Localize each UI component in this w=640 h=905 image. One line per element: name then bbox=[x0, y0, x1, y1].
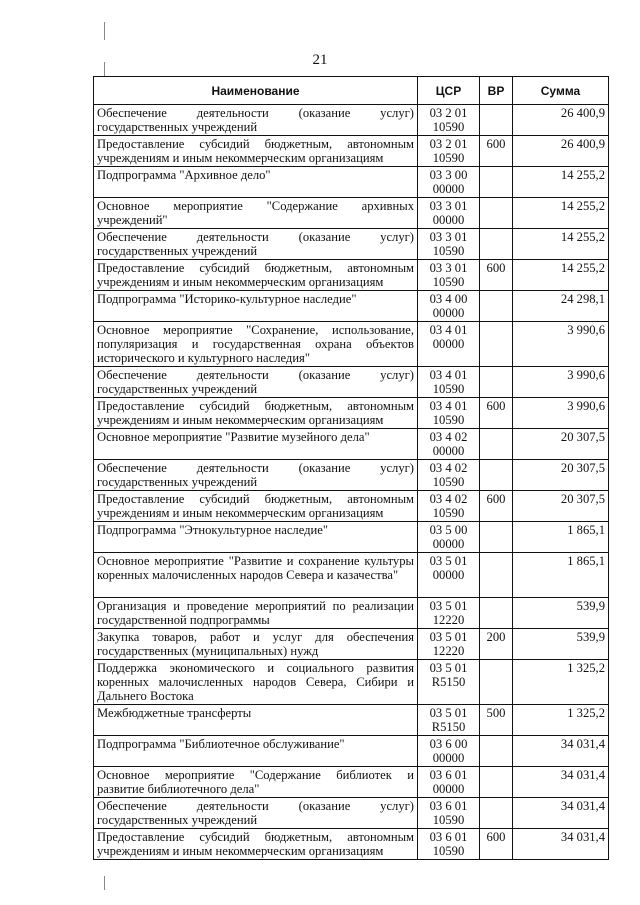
cell-name: Обеспечение деятельности (оказание услуг) государственных учреждений bbox=[94, 798, 418, 829]
cell-csr: 03 5 01 00000 bbox=[418, 553, 480, 598]
header-sum: Сумма bbox=[513, 77, 609, 105]
cell-csr: 03 2 01 10590 bbox=[418, 105, 480, 136]
cell-csr: 03 4 02 10590 bbox=[418, 491, 480, 522]
cell-sum: 24 298,1 bbox=[513, 291, 609, 322]
cell-vr: 600 bbox=[480, 829, 513, 860]
cell-vr bbox=[480, 767, 513, 798]
table-row bbox=[94, 522, 609, 553]
cell-name: Межбюджетные трансферты bbox=[94, 705, 418, 736]
header-vr: ВР bbox=[480, 77, 513, 105]
cell-name: Обеспечение деятельности (оказание услуг) государственных учреждений bbox=[94, 229, 418, 260]
cell-vr bbox=[480, 429, 513, 460]
cell-vr bbox=[480, 798, 513, 829]
cell-name: Поддержка экономического и социального развития коренных малочисленных народов Севера, Сибири и Дальнего Востока bbox=[94, 660, 418, 705]
cell-name: Предоставление субсидий бюджетным, автономным учреждениям и иным некоммерческим организациям bbox=[94, 136, 418, 167]
cell-sum: 3 990,6 bbox=[513, 322, 609, 367]
cell-name: Обеспечение деятельности (оказание услуг) государственных учреждений bbox=[94, 105, 418, 136]
cell-csr: 03 4 01 10590 bbox=[418, 367, 480, 398]
table-row bbox=[94, 367, 609, 398]
table-row bbox=[94, 553, 609, 598]
cell-name: Основное мероприятие "Сохранение, использование, популяризация и государственная охрана объектов исторического и культурного наследия" bbox=[94, 322, 418, 367]
cell-sum: 26 400,9 bbox=[513, 105, 609, 136]
table-row bbox=[94, 798, 609, 829]
cell-csr: 03 2 01 10590 bbox=[418, 136, 480, 167]
cell-sum: 14 255,2 bbox=[513, 260, 609, 291]
cell-vr: 600 bbox=[480, 398, 513, 429]
cell-vr: 500 bbox=[480, 705, 513, 736]
cell-csr: 03 3 00 00000 bbox=[418, 167, 480, 198]
header-name: Наименование bbox=[94, 77, 418, 105]
cell-name: Обеспечение деятельности (оказание услуг) государственных учреждений bbox=[94, 367, 418, 398]
table-row bbox=[94, 136, 609, 167]
cell-vr bbox=[480, 598, 513, 629]
table-row bbox=[94, 105, 609, 136]
cell-sum: 1 865,1 bbox=[513, 553, 609, 598]
table-row bbox=[94, 660, 609, 705]
table-row bbox=[94, 260, 609, 291]
cell-sum: 20 307,5 bbox=[513, 491, 609, 522]
cell-vr: 600 bbox=[480, 491, 513, 522]
header-csr: ЦСР bbox=[418, 77, 480, 105]
table-row bbox=[94, 167, 609, 198]
table-row bbox=[94, 829, 609, 860]
cell-sum: 3 990,6 bbox=[513, 398, 609, 429]
cell-csr: 03 4 00 00000 bbox=[418, 291, 480, 322]
cell-vr bbox=[480, 522, 513, 553]
cell-csr: 03 5 01 12220 bbox=[418, 598, 480, 629]
cell-vr: 600 bbox=[480, 260, 513, 291]
cell-csr: 03 4 01 10590 bbox=[418, 398, 480, 429]
table-row bbox=[94, 736, 609, 767]
cell-vr bbox=[480, 660, 513, 705]
cell-csr: 03 5 01 12220 bbox=[418, 629, 480, 660]
cell-sum: 1 325,2 bbox=[513, 660, 609, 705]
cell-name: Организация и проведение мероприятий по реализации государственной подпрограммы bbox=[94, 598, 418, 629]
cell-name: Основное мероприятие "Содержание архивных учреждений" bbox=[94, 198, 418, 229]
table-row bbox=[94, 629, 609, 660]
cell-sum: 14 255,2 bbox=[513, 229, 609, 260]
table-row bbox=[94, 491, 609, 522]
cell-sum: 20 307,5 bbox=[513, 460, 609, 491]
budget-table bbox=[93, 76, 609, 860]
cell-csr: 03 5 00 00000 bbox=[418, 522, 480, 553]
cell-name: Предоставление субсидий бюджетным, автономным учреждениям и иным некоммерческим организациям bbox=[94, 491, 418, 522]
table-row bbox=[94, 322, 609, 367]
cell-csr: 03 3 01 10590 bbox=[418, 229, 480, 260]
cell-csr: 03 5 01 R5150 bbox=[418, 660, 480, 705]
cell-csr: 03 6 01 00000 bbox=[418, 767, 480, 798]
cell-sum: 34 031,4 bbox=[513, 767, 609, 798]
cell-sum: 539,9 bbox=[513, 598, 609, 629]
table-row bbox=[94, 198, 609, 229]
cell-vr bbox=[480, 198, 513, 229]
cell-name: Основное мероприятие "Развитие музейного дела" bbox=[94, 429, 418, 460]
table-row bbox=[94, 705, 609, 736]
cell-sum: 34 031,4 bbox=[513, 736, 609, 767]
cell-name: Основное мероприятие "Содержание библиотек и развитие библиотечного дела" bbox=[94, 767, 418, 798]
cell-sum: 1 865,1 bbox=[513, 522, 609, 553]
cell-vr bbox=[480, 105, 513, 136]
cell-sum: 26 400,9 bbox=[513, 136, 609, 167]
cell-sum: 3 990,6 bbox=[513, 367, 609, 398]
page-number: 21 bbox=[312, 52, 328, 68]
cell-vr bbox=[480, 553, 513, 598]
cell-name: Предоставление субсидий бюджетным, автономным учреждениям и иным некоммерческим организациям bbox=[94, 398, 418, 429]
table-row bbox=[94, 291, 609, 322]
cell-name: Основное мероприятие "Развитие и сохранение культуры коренных малочисленных народов Севера и казачества" bbox=[94, 553, 418, 598]
table-row bbox=[94, 767, 609, 798]
cell-vr bbox=[480, 229, 513, 260]
cell-sum: 1 325,2 bbox=[513, 705, 609, 736]
cell-csr: 03 3 01 10590 bbox=[418, 260, 480, 291]
cell-csr: 03 6 00 00000 bbox=[418, 736, 480, 767]
cell-name: Подпрограмма "Библиотечное обслуживание" bbox=[94, 736, 418, 767]
cell-name: Закупка товаров, работ и услуг для обеспечения государственных (муниципальных) нужд bbox=[94, 629, 418, 660]
cell-name: Подпрограмма "Историко-культурное наследие" bbox=[94, 291, 418, 322]
cell-vr bbox=[480, 367, 513, 398]
cell-sum: 14 255,2 bbox=[513, 198, 609, 229]
table-row bbox=[94, 229, 609, 260]
cell-vr bbox=[480, 460, 513, 491]
cell-csr: 03 5 01 R5150 bbox=[418, 705, 480, 736]
cell-vr bbox=[480, 167, 513, 198]
cell-csr: 03 3 01 00000 bbox=[418, 198, 480, 229]
margin-mark-bottom bbox=[104, 876, 105, 890]
margin-mark-top bbox=[104, 22, 105, 40]
cell-name: Предоставление субсидий бюджетным, автономным учреждениям и иным некоммерческим организациям bbox=[94, 829, 418, 860]
cell-csr: 03 6 01 10590 bbox=[418, 798, 480, 829]
cell-name: Подпрограмма "Этнокультурное наследие" bbox=[94, 522, 418, 553]
table-row bbox=[94, 598, 609, 629]
table-row bbox=[94, 429, 609, 460]
cell-name: Обеспечение деятельности (оказание услуг) государственных учреждений bbox=[94, 460, 418, 491]
cell-sum: 34 031,4 bbox=[513, 798, 609, 829]
cell-csr: 03 4 02 00000 bbox=[418, 429, 480, 460]
cell-sum: 539,9 bbox=[513, 629, 609, 660]
cell-name: Подпрограмма "Архивное дело" bbox=[94, 167, 418, 198]
cell-csr: 03 6 01 10590 bbox=[418, 829, 480, 860]
cell-csr: 03 4 01 00000 bbox=[418, 322, 480, 367]
table-header-row bbox=[94, 77, 609, 105]
cell-name: Предоставление субсидий бюджетным, автономным учреждениям и иным некоммерческим организациям bbox=[94, 260, 418, 291]
table-row bbox=[94, 460, 609, 491]
cell-vr bbox=[480, 322, 513, 367]
cell-vr: 600 bbox=[480, 136, 513, 167]
cell-csr: 03 4 02 10590 bbox=[418, 460, 480, 491]
cell-vr: 200 bbox=[480, 629, 513, 660]
cell-vr bbox=[480, 291, 513, 322]
cell-sum: 34 031,4 bbox=[513, 829, 609, 860]
cell-vr bbox=[480, 736, 513, 767]
cell-sum: 20 307,5 bbox=[513, 429, 609, 460]
cell-sum: 14 255,2 bbox=[513, 167, 609, 198]
table-row bbox=[94, 398, 609, 429]
